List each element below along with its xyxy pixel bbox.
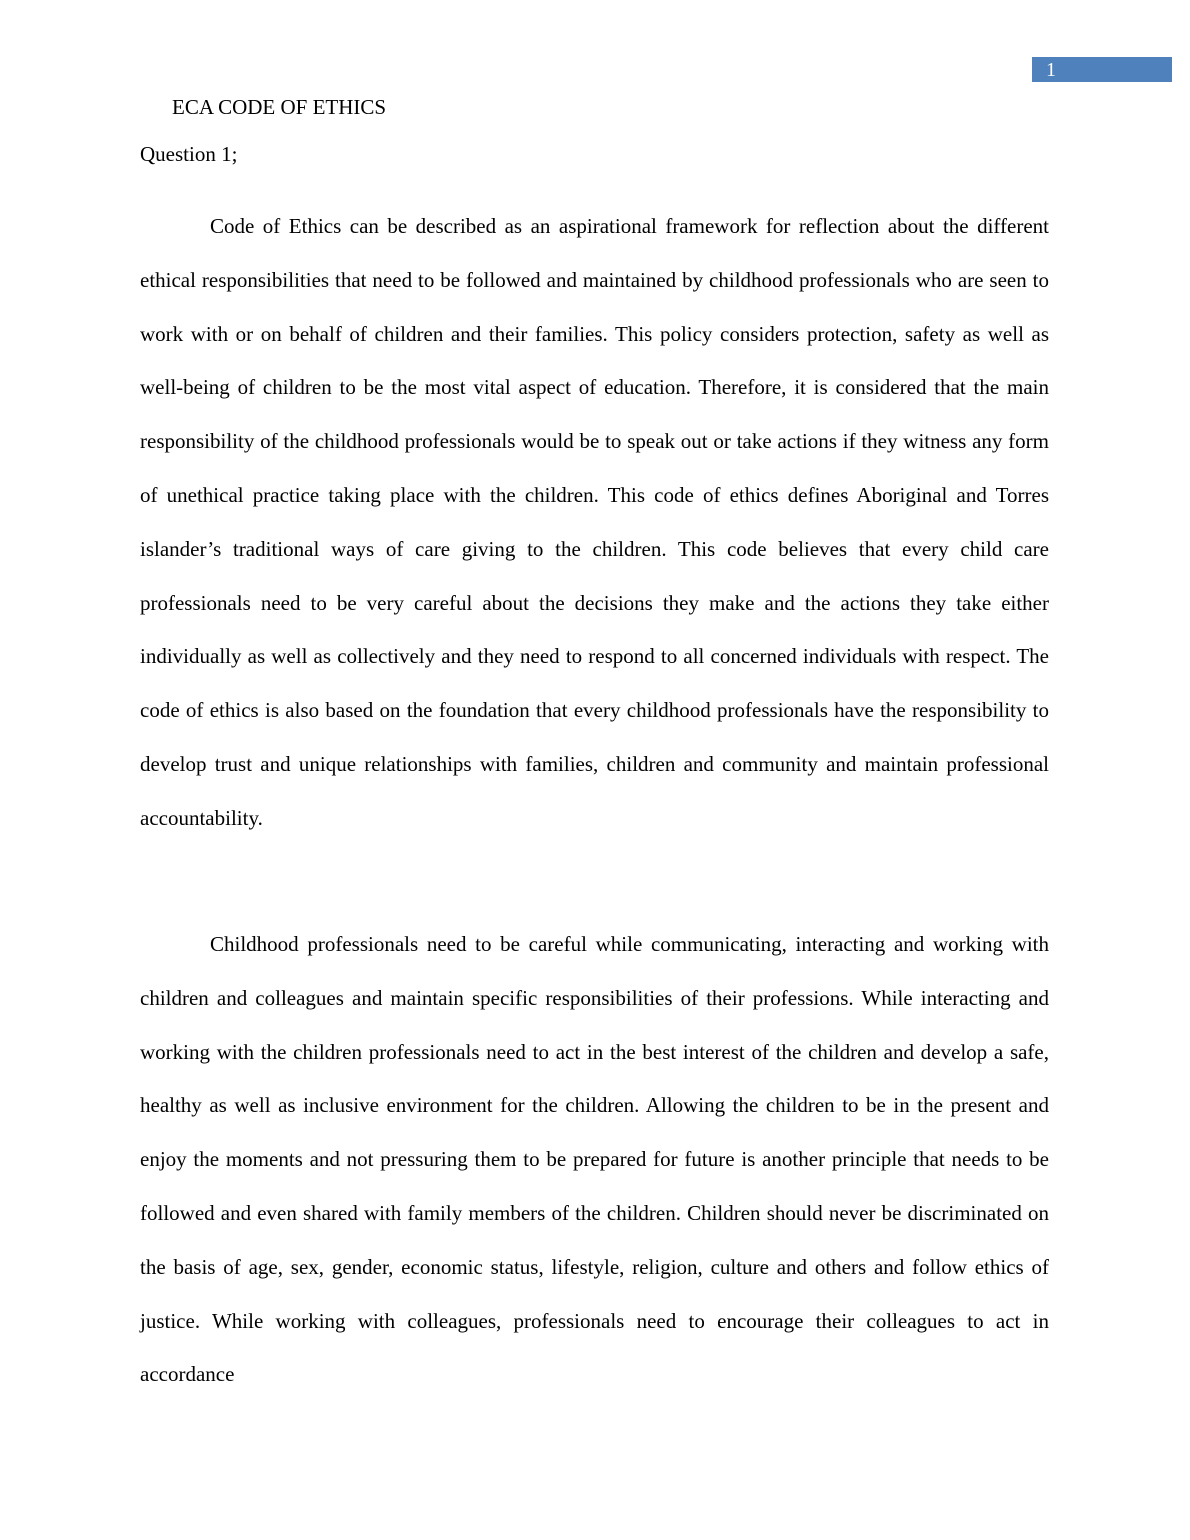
page-number: 1 [1032, 57, 1172, 82]
question-label: Question 1; [140, 142, 238, 166]
body-paragraph-2: Childhood professionals need to be careful while communicating, interacting and working with children and colleagues and maintain specific responsibilities of their professions. While interacting and working with the children professionals need to act in the best interest of the children and develop a safe, healthy as well as inclusive environment for the children. Allowing the children to be in the present and enjoy the moments and not pressuring them to be prepared for future is another principle that needs to be followed and even shared with family members of the children. Children should never be discriminated on the basis of age, sex, gender, economic status, lifestyle, religion, culture and others and follow ethics of justice. While working with colleagues, professionals need to encourage their colleagues to act in accordance [140, 932, 1049, 1387]
body-paragraph-1: Code of Ethics can be described as an aspirational framework for reflection about the different ethical responsibilities that need to be followed and maintained by childhood professionals who are seen to work with or on behalf of children and their families. This policy considers protection, safety as well as well-being of children to be the most vital aspect of education. Therefore, it is considered that the main responsibility of the childhood professionals would be to speak out or take actions if they witness any form of unethical practice taking place with the children. This code of ethics defines Aboriginal and Torres islander’s traditional ways of care giving to the children. This code believes that every child care professionals need to be very careful about the decisions they make and the actions they take either individually as well as collectively and they need to respond to all concerned individuals with respect. The code of ethics is also based on the foundation that every childhood professionals have the responsibility to develop trust and unique relationships with families, children and community and maintain professional accountability. [140, 214, 1049, 830]
running-head: ECA CODE OF ETHICS [172, 95, 387, 119]
